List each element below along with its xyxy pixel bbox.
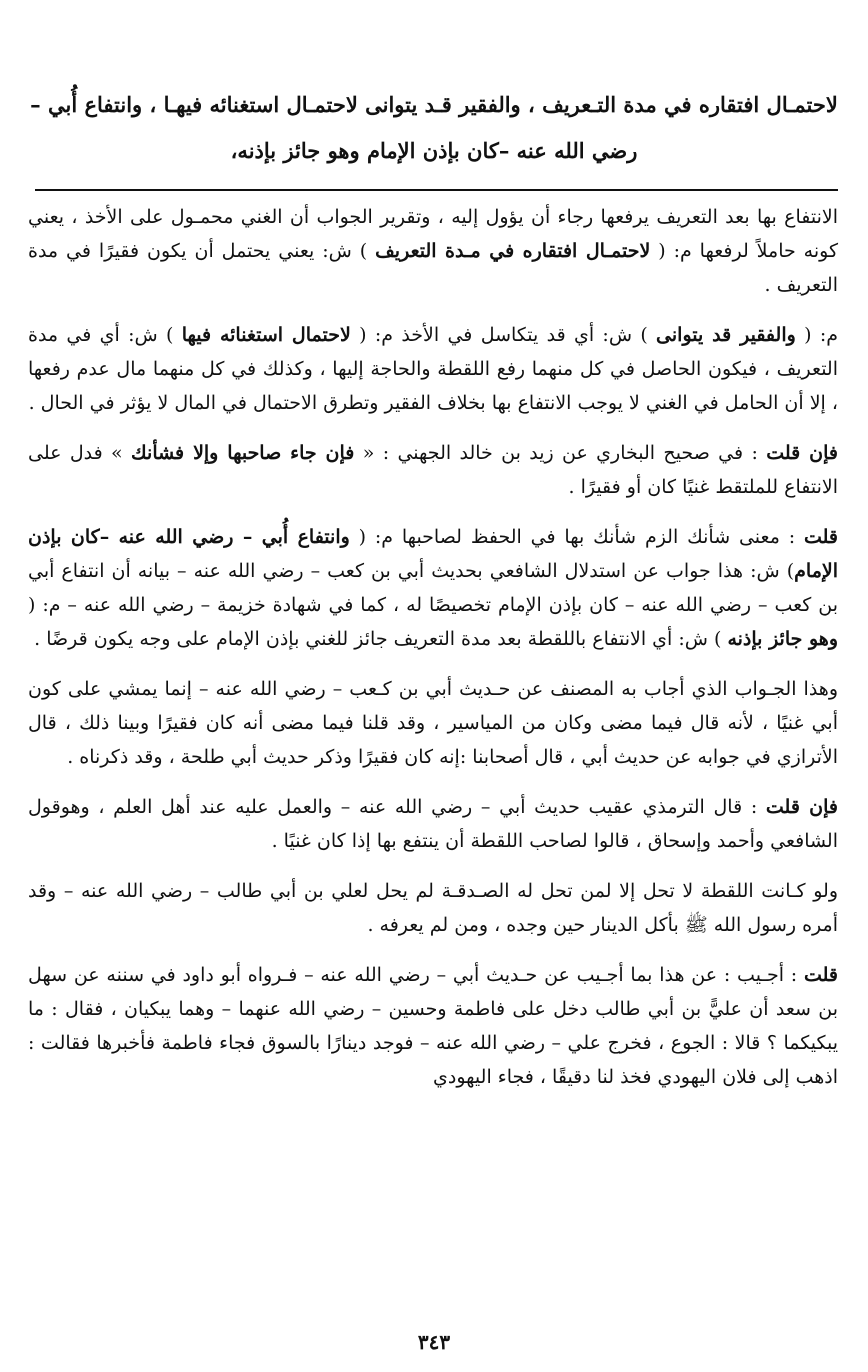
bold-segment: وانتفاع أُبي – رضي الله عنه –كان بإذن الإمام <box>28 526 838 582</box>
matn-header <box>30 82 838 174</box>
separator-rule <box>35 189 838 191</box>
commentary-paragraph <box>28 520 838 656</box>
page-number: ٣٤٣ <box>417 1330 451 1354</box>
bold-segment: والفقير قد يتوانى <box>656 324 796 346</box>
bold-segment: قلت <box>803 964 838 986</box>
text-segment: ) ش: أي الانتفاع باللقطة بعد مدة التعريف جائز للغني بإذن الإمام على وجه يكون قرضًا . <box>34 628 728 650</box>
bold-segment: فإن قلت <box>766 442 838 464</box>
text-segment: ) ش: أي في مدة التعريف ، فيكون الحاصل في كل منهما رفع اللقطة والحاجة إليها ، وكذلك في كل منهما مال عدم رفعها ، إلا أن الحامل في الغني لا يوجب الانتفاع بها بخلاف الفقير وتطرق الاحتمال في المال لا يؤثر في الحال . <box>28 324 838 414</box>
bold-segment: لاحتمال استغنائه فيها <box>181 324 351 346</box>
commentary-paragraph <box>28 958 838 1094</box>
text-segment: م: ( <box>795 324 838 346</box>
commentary-paragraph <box>28 790 838 858</box>
text-segment: وهذا الجـواب الذي أجاب به المصنف عن حـديث أبي بن كـعب – رضي الله عنه – إنما يمشي على كون أبي غنيًا ، لأنه قال فيما مضى وكان من المياسير ، وقد قلنا فيما مضى أنه كان فقيرًا وبينا ذلك ، قال الأترازي في جوابه عن حديث أبي ، قال أصحابنا :إنه كان فقيرًا وذكر حديث أبي طلحة ، وقد ذكرناه . <box>28 678 838 768</box>
text-segment: : في صحيح البخاري عن زيد بن خالد الجهني : « <box>354 442 767 464</box>
text-segment: ولو كـانت اللقطة لا تحل إلا لمن تحل له الصـدقـة لم يحل لعلي بن أبي طالب – رضي الله عنه – وقد أمره رسول الله ﷺ بأكل الدينار حين وجده ، ومن لم يعرفه . <box>28 880 838 936</box>
text-segment: : قال الترمذي عقيب حديث أبي – رضي الله عنه – والعمل عليه عند أهل العلم ، وهوقول الشافعي وأحمد وإسحاق ، قالوا لصاحب اللقطة أن ينتفع بها إذا كان غنيًا . <box>28 796 838 852</box>
text-segment: : معنى شأنك الزم شأنك بها في الحفظ لصاحبها م: ( <box>349 526 804 548</box>
text-segment: » فدل على الانتفاع للملتقط غنيًا كان أو فقيرًا . <box>28 442 838 498</box>
commentary-paragraph <box>28 318 838 420</box>
header-line-1: لاحتمـال افتقاره في مدة التـعريف ، والفقير قـد يتوانى لاحتمـال استغنائه فيهـا ، وانتفاع أُبي – <box>30 92 838 117</box>
text-segment: الانتفاع بها بعد التعريف يرفعها رجاء أن يؤول إليه ، وتقرير الجواب أن الغني محمـول على الأخذ ، يعني كونه حاملاً لرفعها م: ( <box>28 206 839 262</box>
commentary-body <box>28 200 838 1110</box>
commentary-paragraph <box>28 672 838 774</box>
bold-segment: فإن جاء صاحبها وإلا فشأنك <box>131 442 355 464</box>
bold-segment: فإن قلت <box>765 796 838 818</box>
commentary-paragraph <box>28 874 838 942</box>
bold-segment: وهو جائز بإذنه <box>727 628 838 650</box>
commentary-paragraph <box>28 436 838 504</box>
bold-segment: لاحتمـال افتقاره في مـدة التعريف <box>375 240 651 262</box>
text-segment: : أجـيب : عن هذا بما أجـيب عن حـديث أبي – رضي الله عنه – فـرواه أبو داود في سننه عن سهل بن سعد أن عليًّ بن أبي طالب دخل على فاطمة وحسين – رضي الله عنهما – وهما يبكيان ، فقال : ما يبكيكما ؟ قالا : الجوع ، فخرج علي – رضي الله عنه – فوجد دينارًا بالسوق فجاء فاطمة فأخبرها فقالت : اذهب إلى فلان اليهودي فخذ لنا دقيقًا ، فجاء اليهودي <box>28 964 838 1088</box>
text-segment: ) ش: يعني يحتمل أن يكون فقيرًا في مدة التعريف . <box>28 240 838 296</box>
text-segment: ) ش: هذا جواب عن استدلال الشافعي بحديث أبي بن كعب – رضي الله عنه – بيانه أن انتفاع أبي بن كعب – رضي الله عنه – كان بإذن الإمام تخصيصًا له ، كما في شهادة خزيمة – رضي الله عنه – م: ( <box>28 560 838 616</box>
header-line-2: رضي الله عنه –كان بإذن الإمام وهو جائز بإذنه، <box>230 138 638 163</box>
text-segment: ) ش: أي قد يتكاسل في الأخذ م: ( <box>350 324 657 346</box>
bold-segment: قلت <box>803 526 838 548</box>
commentary-paragraph <box>28 200 838 302</box>
